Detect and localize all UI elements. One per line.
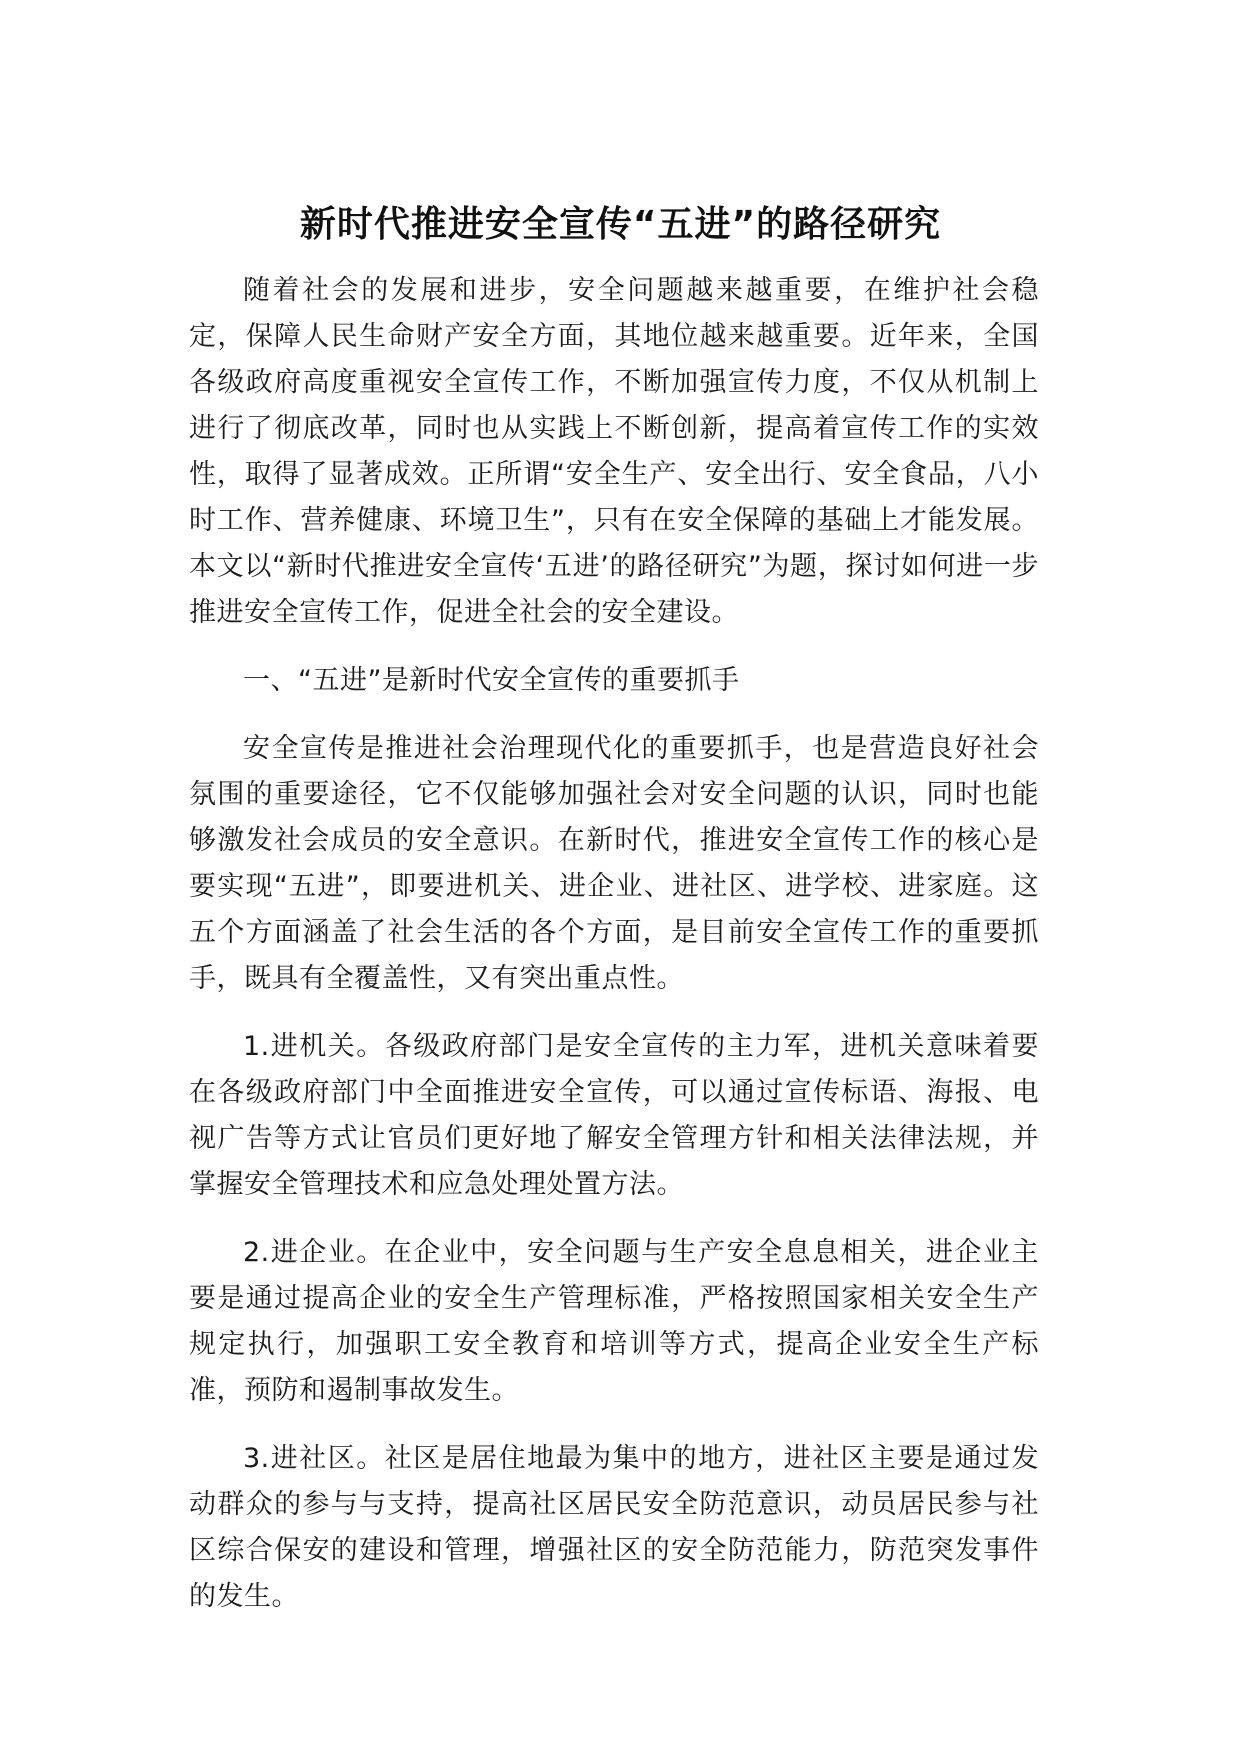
item-2-paragraph: 2.进企业。在企业中，安全问题与生产安全息息相关，进企业主要是通过提高企业的安全生产管理标准，严格按照国家相关安全生产规定执行，加强职工安全教育和培训等方式，提高企业安全生产标准，预防和遏制事故发生。: [189, 1237, 1039, 1406]
section-heading-1: 一、“五进”是新时代安全宣传的重要抓手: [243, 665, 740, 696]
section-1-paragraph: 安全宣传是推进社会治理现代化的重要抓手，也是营造良好社会氛围的重要途径，它不仅能够加强社会对安全问题的认识，同时也能够激发社会成员的安全意识。在新时代，推进安全宣传工作的核心是要实现“五进”，即要进机关、进企业、进社区、进学校、进家庭。这五个方面涵盖了社会生活的各个方面，是目前安全宣传工作的重要抓手，既具有全覆盖性，又有突出重点性。: [189, 733, 1039, 994]
item-3-paragraph: 3.进社区。社区是居住地最为集中的地方，进社区主要是通过发动群众的参与与支持，提高社区居民安全防范意识，动员居民参与社区综合保安的建设和管理，增强社区的安全防范能力，防范突发事件的发生。: [189, 1443, 1039, 1612]
document-body: [189, 268, 1039, 1642]
intro-paragraph: 随着社会的发展和进步，安全问题越来越重要，在维护社会稳定，保障人民生命财产安全方面，其地位越来越重要。近年来，全国各级政府高度重视安全宣传工作，不断加强宣传力度，不仅从机制上进行了彻底改革，同时也从实践上不断创新，提高着宣传工作的实效性，取得了显著成效。正所谓“安全生产、安全出行、安全食品，八小时工作、营养健康、环境卫生”，只有在安全保障的基础上才能发展。本文以“新时代推进安全宣传‘五进’的路径研究”为题，探讨如何进一步推进安全宣传工作，促进全社会的安全建设。: [189, 275, 1039, 628]
document-title: 新时代推进安全宣传“五进”的路径研究: [299, 204, 942, 246]
item-1-paragraph: 1.进机关。各级政府部门是安全宣传的主力军，进机关意味着要在各级政府部门中全面推进安全宣传，可以通过宣传标语、海报、电视广告等方式让官员们更好地了解安全管理方针和相关法律法规，并掌握安全管理技术和应急处理处置方法。: [189, 1031, 1039, 1200]
